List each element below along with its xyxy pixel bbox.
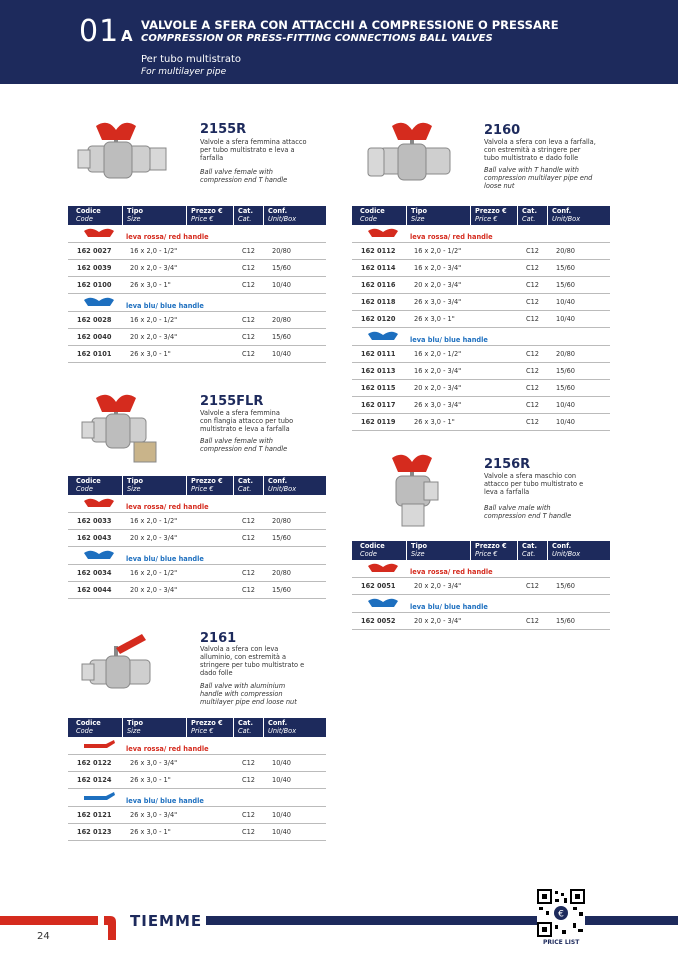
product-2155FLR bbox=[68, 390, 326, 605]
desc-it: Valvole a sfera femmina con flangia attacco per tubo multistrato e leva a farfalla bbox=[200, 409, 294, 433]
price-table bbox=[352, 206, 610, 431]
brand-logo: TIEMME bbox=[126, 912, 206, 930]
product-2160 bbox=[352, 118, 610, 430]
table-row: 162 0115 20 x 2,0 - 3/4" C12 15/60 bbox=[352, 380, 610, 397]
subtitle-en: For multilayer pipe bbox=[141, 67, 227, 77]
valve-photo bbox=[68, 628, 188, 708]
table-row: 162 0033 16 x 2,0 - 1/2" C12 20/80 bbox=[68, 513, 326, 530]
table-row: 162 0034 16 x 2,0 - 1/2" C12 20/80 bbox=[68, 565, 326, 582]
table-row: 162 0121 26 x 3,0 - 3/4" C12 10/40 bbox=[68, 807, 326, 824]
table-row: 162 0124 26 x 3,0 - 1" C12 10/40 bbox=[68, 772, 326, 789]
valve-photo bbox=[352, 118, 472, 198]
product-2161 bbox=[68, 628, 326, 843]
table-header: Codice Code Tipo Size Prezzo € Price € Cat. Cat. Conf. Unit/Box bbox=[68, 476, 326, 495]
price-table bbox=[68, 718, 326, 841]
red-handle-icon bbox=[366, 227, 400, 239]
desc-it: Valvole a sfera femmina attacco per tubo multistrato e leva a farfalla bbox=[200, 138, 307, 162]
red-handle-icon bbox=[366, 562, 400, 574]
blue-handle-icon bbox=[366, 330, 400, 342]
desc-en: Ball valve male with compression end T handle bbox=[484, 504, 572, 520]
desc-en: Ball valve with T handle with compression multilayer pipe end loose nut bbox=[484, 166, 593, 190]
table-row: 162 0122 26 x 3,0 - 3/4" C12 10/40 bbox=[68, 755, 326, 772]
valve-photo bbox=[68, 390, 188, 470]
product-code: 2161 bbox=[200, 631, 237, 646]
table-row: 162 0028 16 x 2,0 - 1/2" C12 20/80 bbox=[68, 312, 326, 329]
table-row: 162 0027 16 x 2,0 - 1/2" C12 20/80 bbox=[68, 243, 326, 260]
group-blue: leva blu/ blue handle bbox=[68, 789, 326, 807]
product-2156R bbox=[352, 452, 610, 632]
table-row: 162 0112 16 x 2,0 - 1/2" C12 20/80 bbox=[352, 243, 610, 260]
blue-handle-icon bbox=[366, 597, 400, 609]
table-row: 162 0111 16 x 2,0 - 1/2" C12 20/80 bbox=[352, 346, 610, 363]
table-row: 162 0114 16 x 2,0 - 3/4" C12 15/60 bbox=[352, 260, 610, 277]
blue-lever-icon bbox=[82, 791, 116, 803]
table-row: 162 0120 26 x 3,0 - 1" C12 10/40 bbox=[352, 311, 610, 328]
table-header: Codice Code Tipo Size Prezzo € Price € Cat. Cat. Conf. Unit/Box bbox=[352, 541, 610, 560]
desc-it: Valvola a sfera con leva a farfalla, con estremità a stringere per tubo multistrato e dado folle bbox=[484, 138, 596, 162]
svg-text:€: € bbox=[558, 909, 564, 920]
group-blue: leva blu/ blue handle bbox=[352, 328, 610, 346]
title-it: VALVOLE A SFERA CON ATTACCHI A COMPRESSIONE O PRESSARE bbox=[141, 18, 559, 32]
table-row: 162 0117 26 x 3,0 - 3/4" C12 10/40 bbox=[352, 397, 610, 414]
red-handle-icon bbox=[82, 497, 116, 509]
product-code: 2155FLR bbox=[200, 394, 264, 409]
page-number: 24 bbox=[37, 931, 50, 942]
table-row: 162 0044 20 x 2,0 - 3/4" C12 15/60 bbox=[68, 582, 326, 599]
subtitle-it: Per tubo multistrato bbox=[141, 54, 241, 65]
valve-photo bbox=[352, 452, 472, 532]
group-red: leva rossa/ red handle bbox=[352, 225, 610, 243]
table-header: Codice Code Tipo Size Prezzo € Price € Cat. Cat. Conf. Unit/Box bbox=[68, 206, 326, 225]
table-row: 162 0040 20 x 2,0 - 3/4" C12 15/60 bbox=[68, 329, 326, 346]
price-table bbox=[68, 206, 326, 363]
group-blue: leva blu/ blue handle bbox=[68, 294, 326, 312]
table-row: 162 0051 20 x 2,0 - 3/4" C12 15/60 bbox=[352, 578, 610, 595]
table-row: 162 0118 26 x 3,0 - 3/4" C12 10/40 bbox=[352, 294, 610, 311]
table-row: 162 0119 26 x 3,0 - 1" C12 10/40 bbox=[352, 414, 610, 431]
page-header bbox=[0, 0, 678, 84]
blue-handle-icon bbox=[82, 549, 116, 561]
desc-en: Ball valve with aluminium handle with compression multilayer pipe end loose nut bbox=[200, 682, 297, 706]
product-code: 2156R bbox=[484, 457, 531, 472]
red-handle-icon bbox=[82, 227, 116, 239]
qr-code-icon[interactable] bbox=[537, 889, 585, 937]
red-lever-icon bbox=[82, 739, 116, 751]
desc-en: Ball valve female with compression end T handle bbox=[200, 437, 288, 453]
price-table bbox=[68, 476, 326, 599]
section-letter: A bbox=[121, 27, 133, 45]
group-red: leva rossa/ red handle bbox=[68, 225, 326, 243]
table-header: Codice Code Tipo Size Prezzo € Price € Cat. Cat. Conf. Unit/Box bbox=[68, 718, 326, 737]
group-blue: leva blu/ blue handle bbox=[68, 547, 326, 565]
group-red: leva rossa/ red handle bbox=[68, 737, 326, 755]
title-en: COMPRESSION OR PRESS-FITTING CONNECTIONS BALL VALVES bbox=[141, 33, 493, 44]
table-row: 162 0043 20 x 2,0 - 3/4" C12 15/60 bbox=[68, 530, 326, 547]
table-header: Codice Code Tipo Size Prezzo € Price € Cat. Cat. Conf. Unit/Box bbox=[352, 206, 610, 225]
desc-it: Valvole a sfera maschio con attacco per tubo multistrato e leva a farfalla bbox=[484, 472, 584, 496]
table-row: 162 0123 26 x 3,0 - 1" C12 10/40 bbox=[68, 824, 326, 841]
blue-handle-icon bbox=[82, 296, 116, 308]
table-row: 162 0039 20 x 2,0 - 3/4" C12 15/60 bbox=[68, 260, 326, 277]
table-row: 162 0101 26 x 3,0 - 1" C12 10/40 bbox=[68, 346, 326, 363]
table-row: 162 0116 20 x 2,0 - 3/4" C12 15/60 bbox=[352, 277, 610, 294]
qr-label: PRICE LIST bbox=[543, 939, 580, 946]
product-2155R bbox=[68, 118, 326, 360]
group-red: leva rossa/ red handle bbox=[352, 560, 610, 578]
section-number: 01 bbox=[79, 14, 120, 49]
table-row: 162 0113 16 x 2,0 - 3/4" C12 15/60 bbox=[352, 363, 610, 380]
product-code: 2160 bbox=[484, 123, 521, 138]
desc-en: Ball valve female with compression end T handle bbox=[200, 168, 288, 184]
table-row: 162 0100 26 x 3,0 - 1" C12 10/40 bbox=[68, 277, 326, 294]
price-table bbox=[352, 541, 610, 630]
product-code: 2155R bbox=[200, 122, 247, 137]
group-red: leva rossa/ red handle bbox=[68, 495, 326, 513]
valve-photo bbox=[68, 118, 188, 198]
group-blue: leva blu/ blue handle bbox=[352, 595, 610, 613]
table-row: 162 0052 20 x 2,0 - 3/4" C12 15/60 bbox=[352, 613, 610, 630]
desc-it: Valvola a sfera con leva alluminio, con estremità a stringere per tubo multistrato e dado folle bbox=[200, 645, 305, 677]
